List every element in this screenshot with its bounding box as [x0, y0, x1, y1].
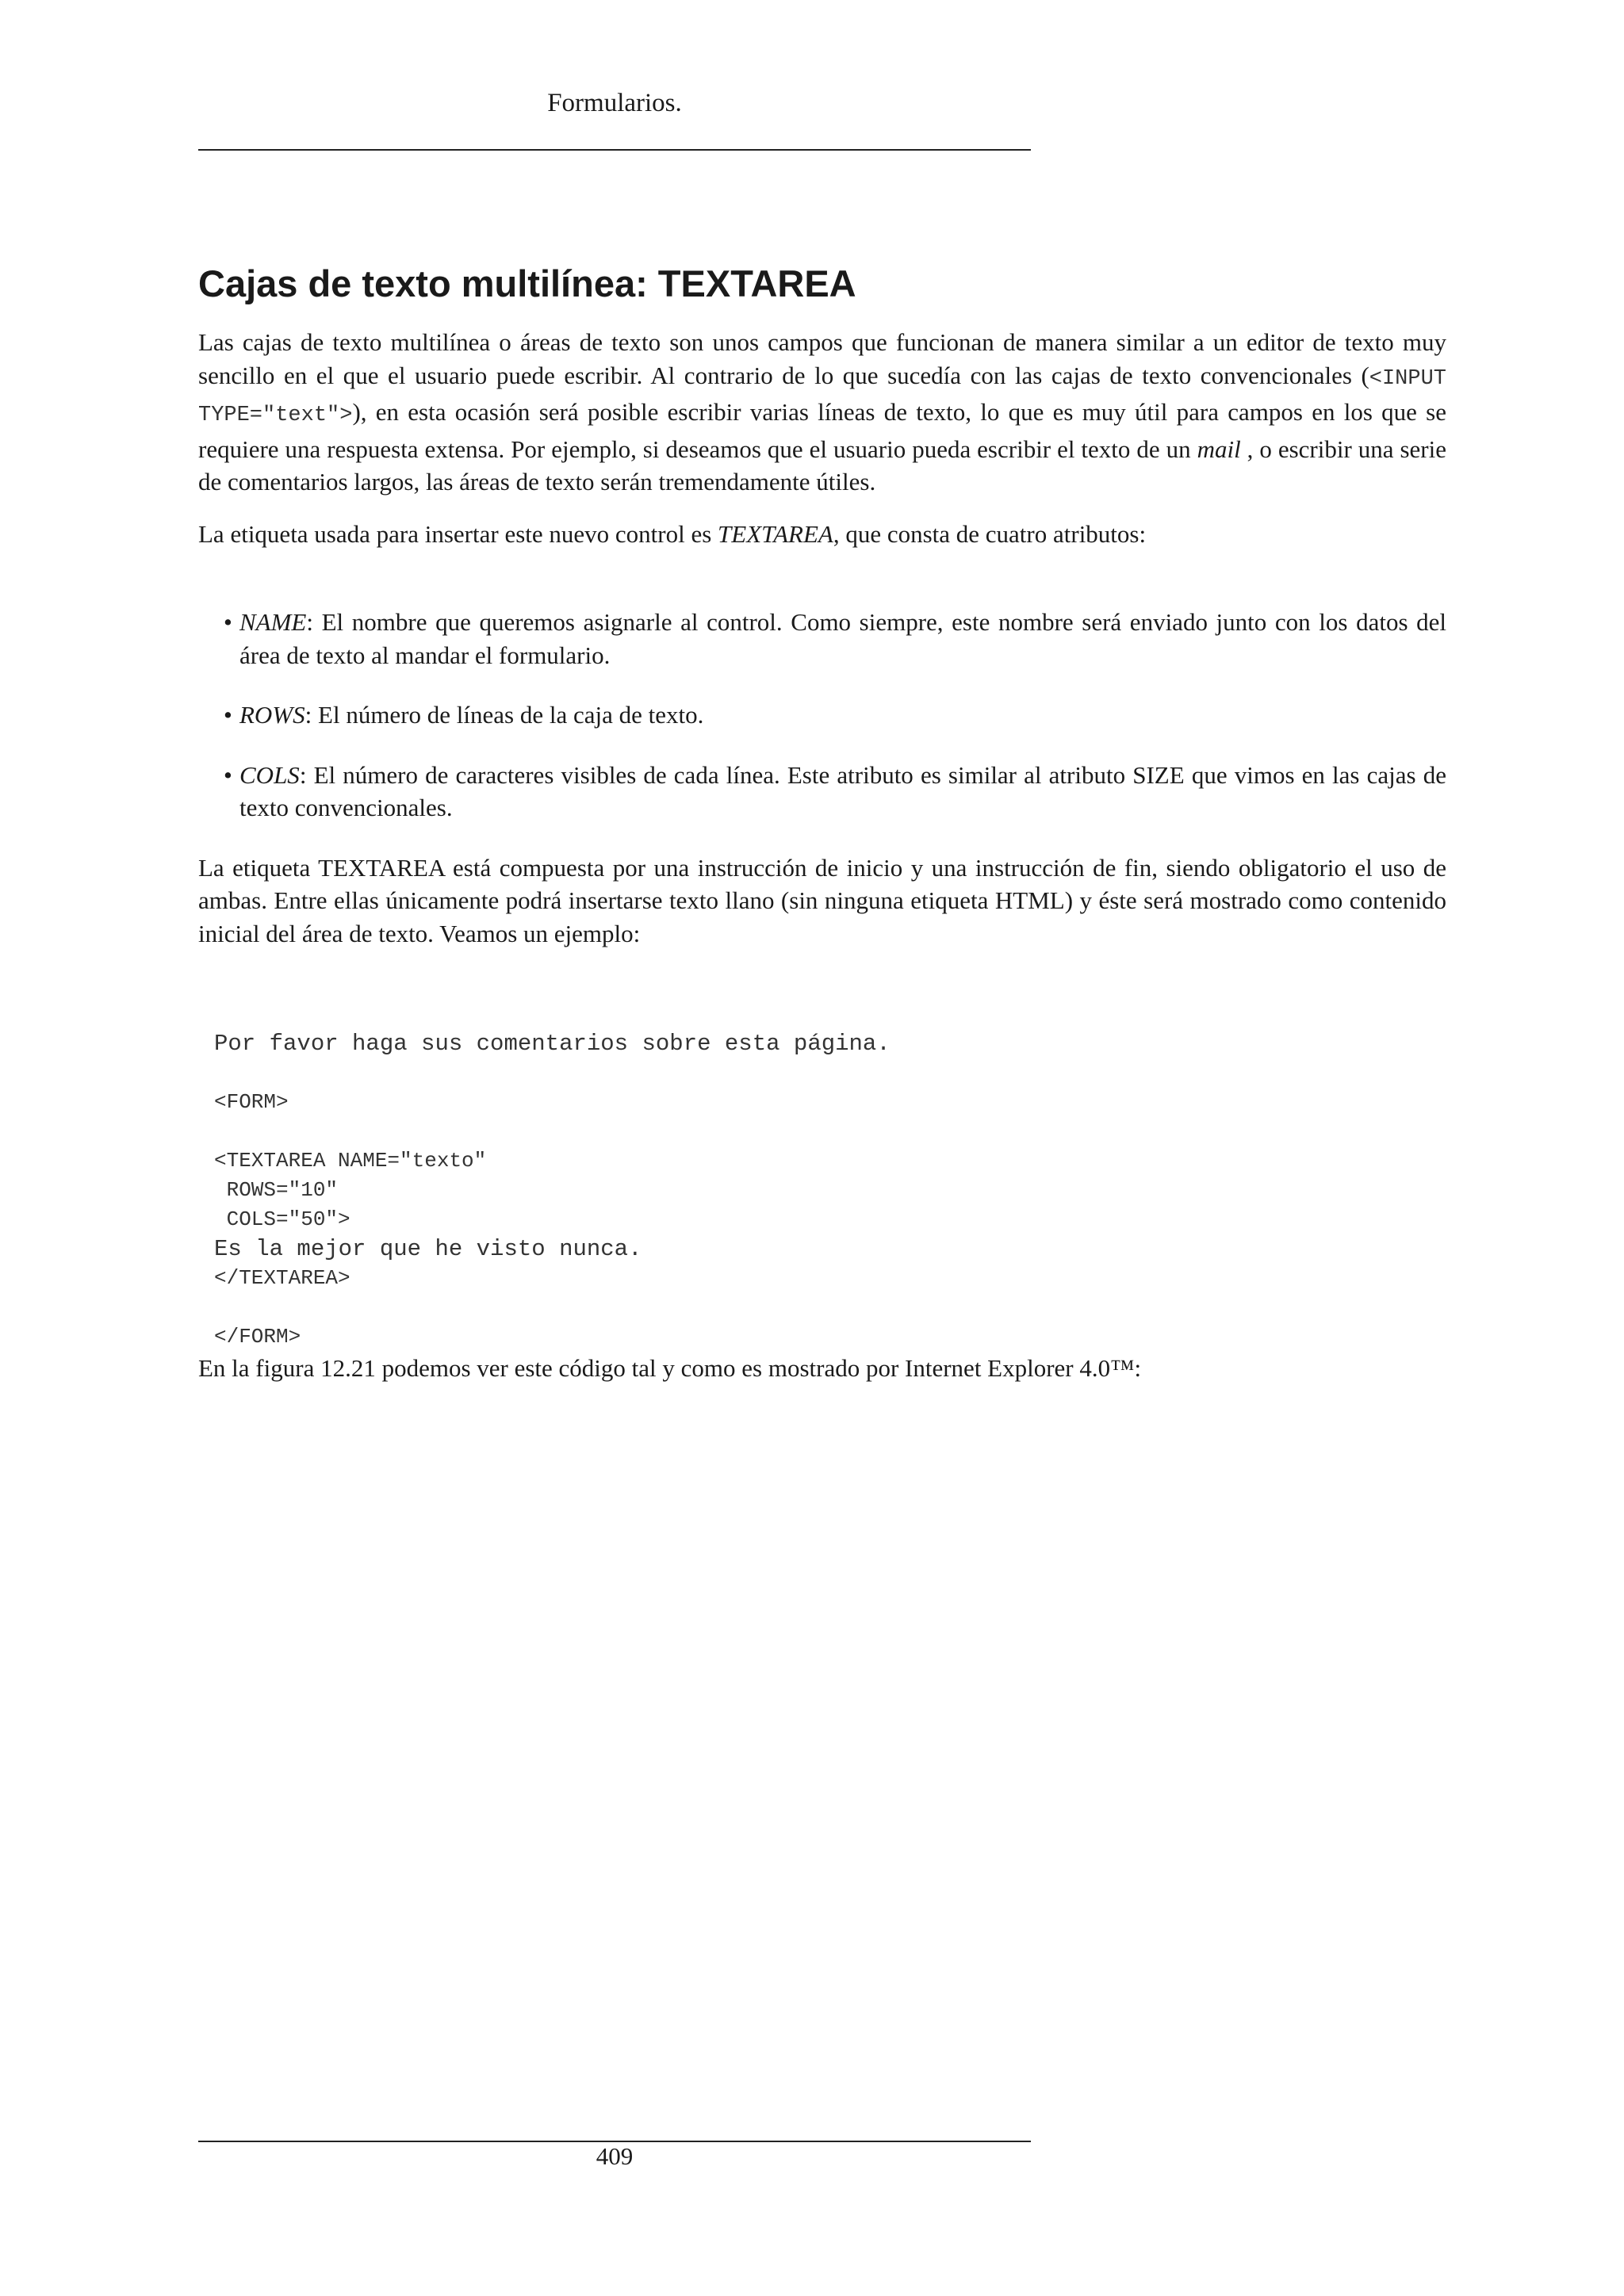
textarea-tag-emphasis: TEXTAREA [718, 519, 833, 548]
tag-intro-paragraph [198, 518, 1446, 551]
page-content [198, 262, 1446, 1404]
code-example [214, 1029, 1446, 1352]
bullet: • [224, 760, 232, 789]
code-line: <FORM> [214, 1090, 289, 1114]
attribute-name: COLS [239, 760, 300, 789]
code-line: Es la mejor que he visto nunca. [214, 1236, 642, 1262]
intro-paragraph [198, 326, 1446, 499]
code-gap [214, 1293, 1446, 1322]
code-line: </FORM> [214, 1325, 301, 1349]
mail-emphasis: mail [1197, 434, 1241, 463]
attribute-desc: : El nombre que queremos asignarle al control. Como siempre, este nombre será enviado junto con los datos del área de texto al mandar el formulario. [239, 608, 1446, 669]
attribute-list [198, 606, 1446, 825]
code-line: </TEXTAREA> [214, 1266, 350, 1290]
list-item-cols [224, 759, 1446, 825]
bullet: • [224, 701, 232, 729]
closing-paragraph: En la figura 12.21 podemos ver este código tal y como es mostrado por Internet Explorer 4.0™: [198, 1354, 1142, 1382]
running-header: Formularios. [547, 89, 682, 117]
list-item-name [224, 606, 1446, 672]
tag-intro-text-1: La etiqueta usada para insertar este nuevo control es [198, 519, 718, 548]
header-rule [198, 149, 1031, 151]
code-gap [214, 1117, 1446, 1146]
code-gap [214, 1058, 1446, 1088]
attribute-desc: : El número de caracteres visibles de cada línea. Este atributo es similar al atributo SIZE que vimos en las cajas de texto convencionales. [239, 760, 1446, 821]
attribute-name: ROWS [239, 701, 305, 729]
list-item-rows [224, 698, 1446, 732]
usage-paragraph: La etiqueta TEXTAREA está compuesta por una instrucción de inicio y una instrucción de fin, siendo obligatorio el uso de ambas. Entre ellas únicamente podrá insertarse texto llano (sin ninguna etiqueta HTML) y éste será mostrado como contenido inicial del área de texto. Veamos un ejemplo: [198, 853, 1446, 947]
intro-text-2: ), en esta ocasión será posible escribir varias líneas de texto, lo que es muy útil para campos en los que se requiere una respuesta extensa. Por ejemplo, si deseamos que el usuario pueda escribir el texto de un [198, 398, 1446, 463]
tag-intro-text-2: , que consta de cuatro atributos: [833, 519, 1147, 548]
code-line: COLS="50"> [214, 1207, 350, 1231]
bullet: • [224, 608, 232, 636]
attribute-desc: : El número de líneas de la caja de texto. [304, 701, 704, 729]
code-line: Por favor haga sus comentarios sobre esta página. [214, 1031, 891, 1057]
section-title: Cajas de texto multilínea: TEXTAREA [198, 262, 856, 304]
attribute-name: NAME [239, 608, 307, 636]
page-number: 409 [596, 2142, 634, 2170]
intro-text-1: Las cajas de texto multilínea o áreas de texto son unos campos que funcionan de manera similar a un editor de texto muy sencillo en el que el usuario puede escribir. Al contrario de lo que sucedía con las cajas de texto convencionales ( [198, 328, 1446, 389]
intro-text-3: , o escribir una serie de comentarios largos, las áreas de texto serán tremendamente útiles. [198, 434, 1446, 496]
inline-code-input-text: <INPUT TYPE="text"> [198, 366, 1446, 427]
code-line: ROWS="10" [214, 1178, 339, 1202]
code-line: <TEXTAREA NAME="texto" [214, 1149, 487, 1173]
